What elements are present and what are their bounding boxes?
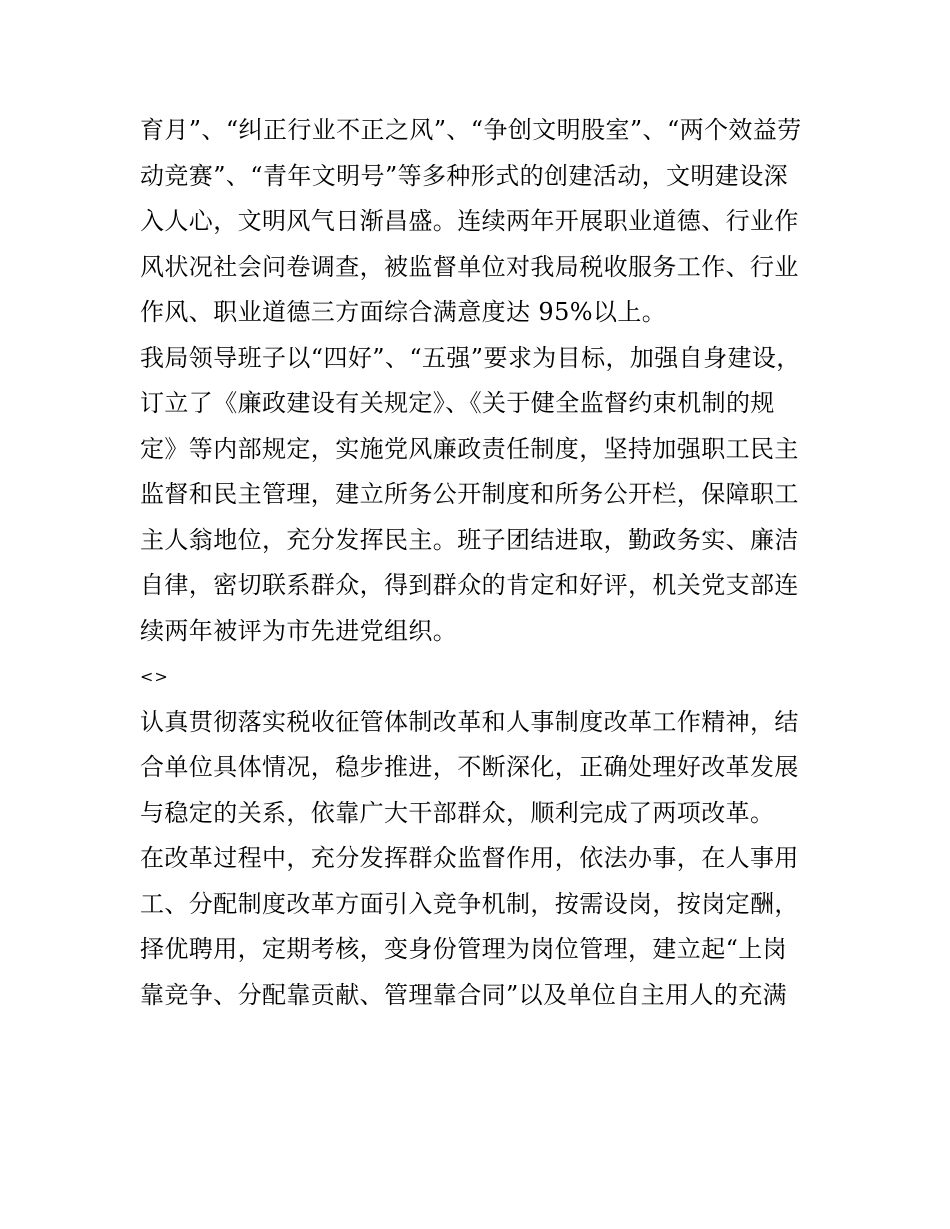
text-line: 作风、职业道德三方面综合满意度达 95%以上。 <box>140 298 667 326</box>
text-line: 订立了《廉政建设有关规定》、《关于健全监督约束机制的规 <box>140 389 775 417</box>
text-line: 与稳定的关系，依靠广大干部群众，顺利完成了两项改革。 <box>140 798 775 827</box>
text-line: 我局领导班子以“四好”、“五强”要求为目标，加强自身建设， <box>140 343 801 372</box>
paragraph-leadership <box>140 336 812 655</box>
text-line: 续两年被评为市先进党组织。 <box>140 616 458 645</box>
text-line: 择优聘用，定期考核，变身份管理为岗位管理，建立起“上岗 <box>140 935 788 963</box>
text-line: 风状况社会问卷调查，被监督单位对我局税收服务工作、行业 <box>140 252 799 281</box>
paragraph-reform-process <box>140 836 812 1018</box>
text-line: 主人翁地位，充分发挥民主。班子团结进取，勤政务实、廉洁 <box>140 525 799 554</box>
text-line: 认真贯彻落实税收征管体制改革和人事制度改革工作精神，结 <box>140 707 799 736</box>
text-line: 靠竞争、分配靠贡献、管理靠合同”以及单位自主用人的充满 <box>140 980 788 1009</box>
text-line: 育月”、“纠正行业不正之风”、“争创文明股室”、“两个效益劳 <box>140 116 802 144</box>
paragraph-reform-spirit <box>140 700 812 837</box>
section-marker: <> <box>140 667 169 686</box>
text-line: 监督和民主管理，建立所务公开制度和所务公开栏，保障职工 <box>140 480 799 508</box>
paragraph-civilization-campaign <box>140 108 812 336</box>
text-line: 工、分配制度改革方面引入竞争机制，按需设岗，按岗定酬， <box>140 889 799 918</box>
document-page <box>140 108 812 1018</box>
text-line: 动竞赛”、“青年文明号”等多种形式的创建活动，文明建设深 <box>140 161 789 190</box>
text-line: 自律，密切联系群众，得到群众的肯定和好评，机关党支部连 <box>140 571 799 599</box>
text-line: 入人心，文明风气日渐昌盛。连续两年开展职业道德、行业作 <box>140 207 799 235</box>
text-line: 在改革过程中，充分发挥群众监督作用，依法办事，在人事用 <box>140 844 799 872</box>
text-line: 合单位具体情况，稳步推进，不断深化，正确处理好改革发展 <box>140 753 799 781</box>
text-line: 定》等内部规定，实施党风廉政责任制度，坚持加强职工民主 <box>140 434 799 463</box>
